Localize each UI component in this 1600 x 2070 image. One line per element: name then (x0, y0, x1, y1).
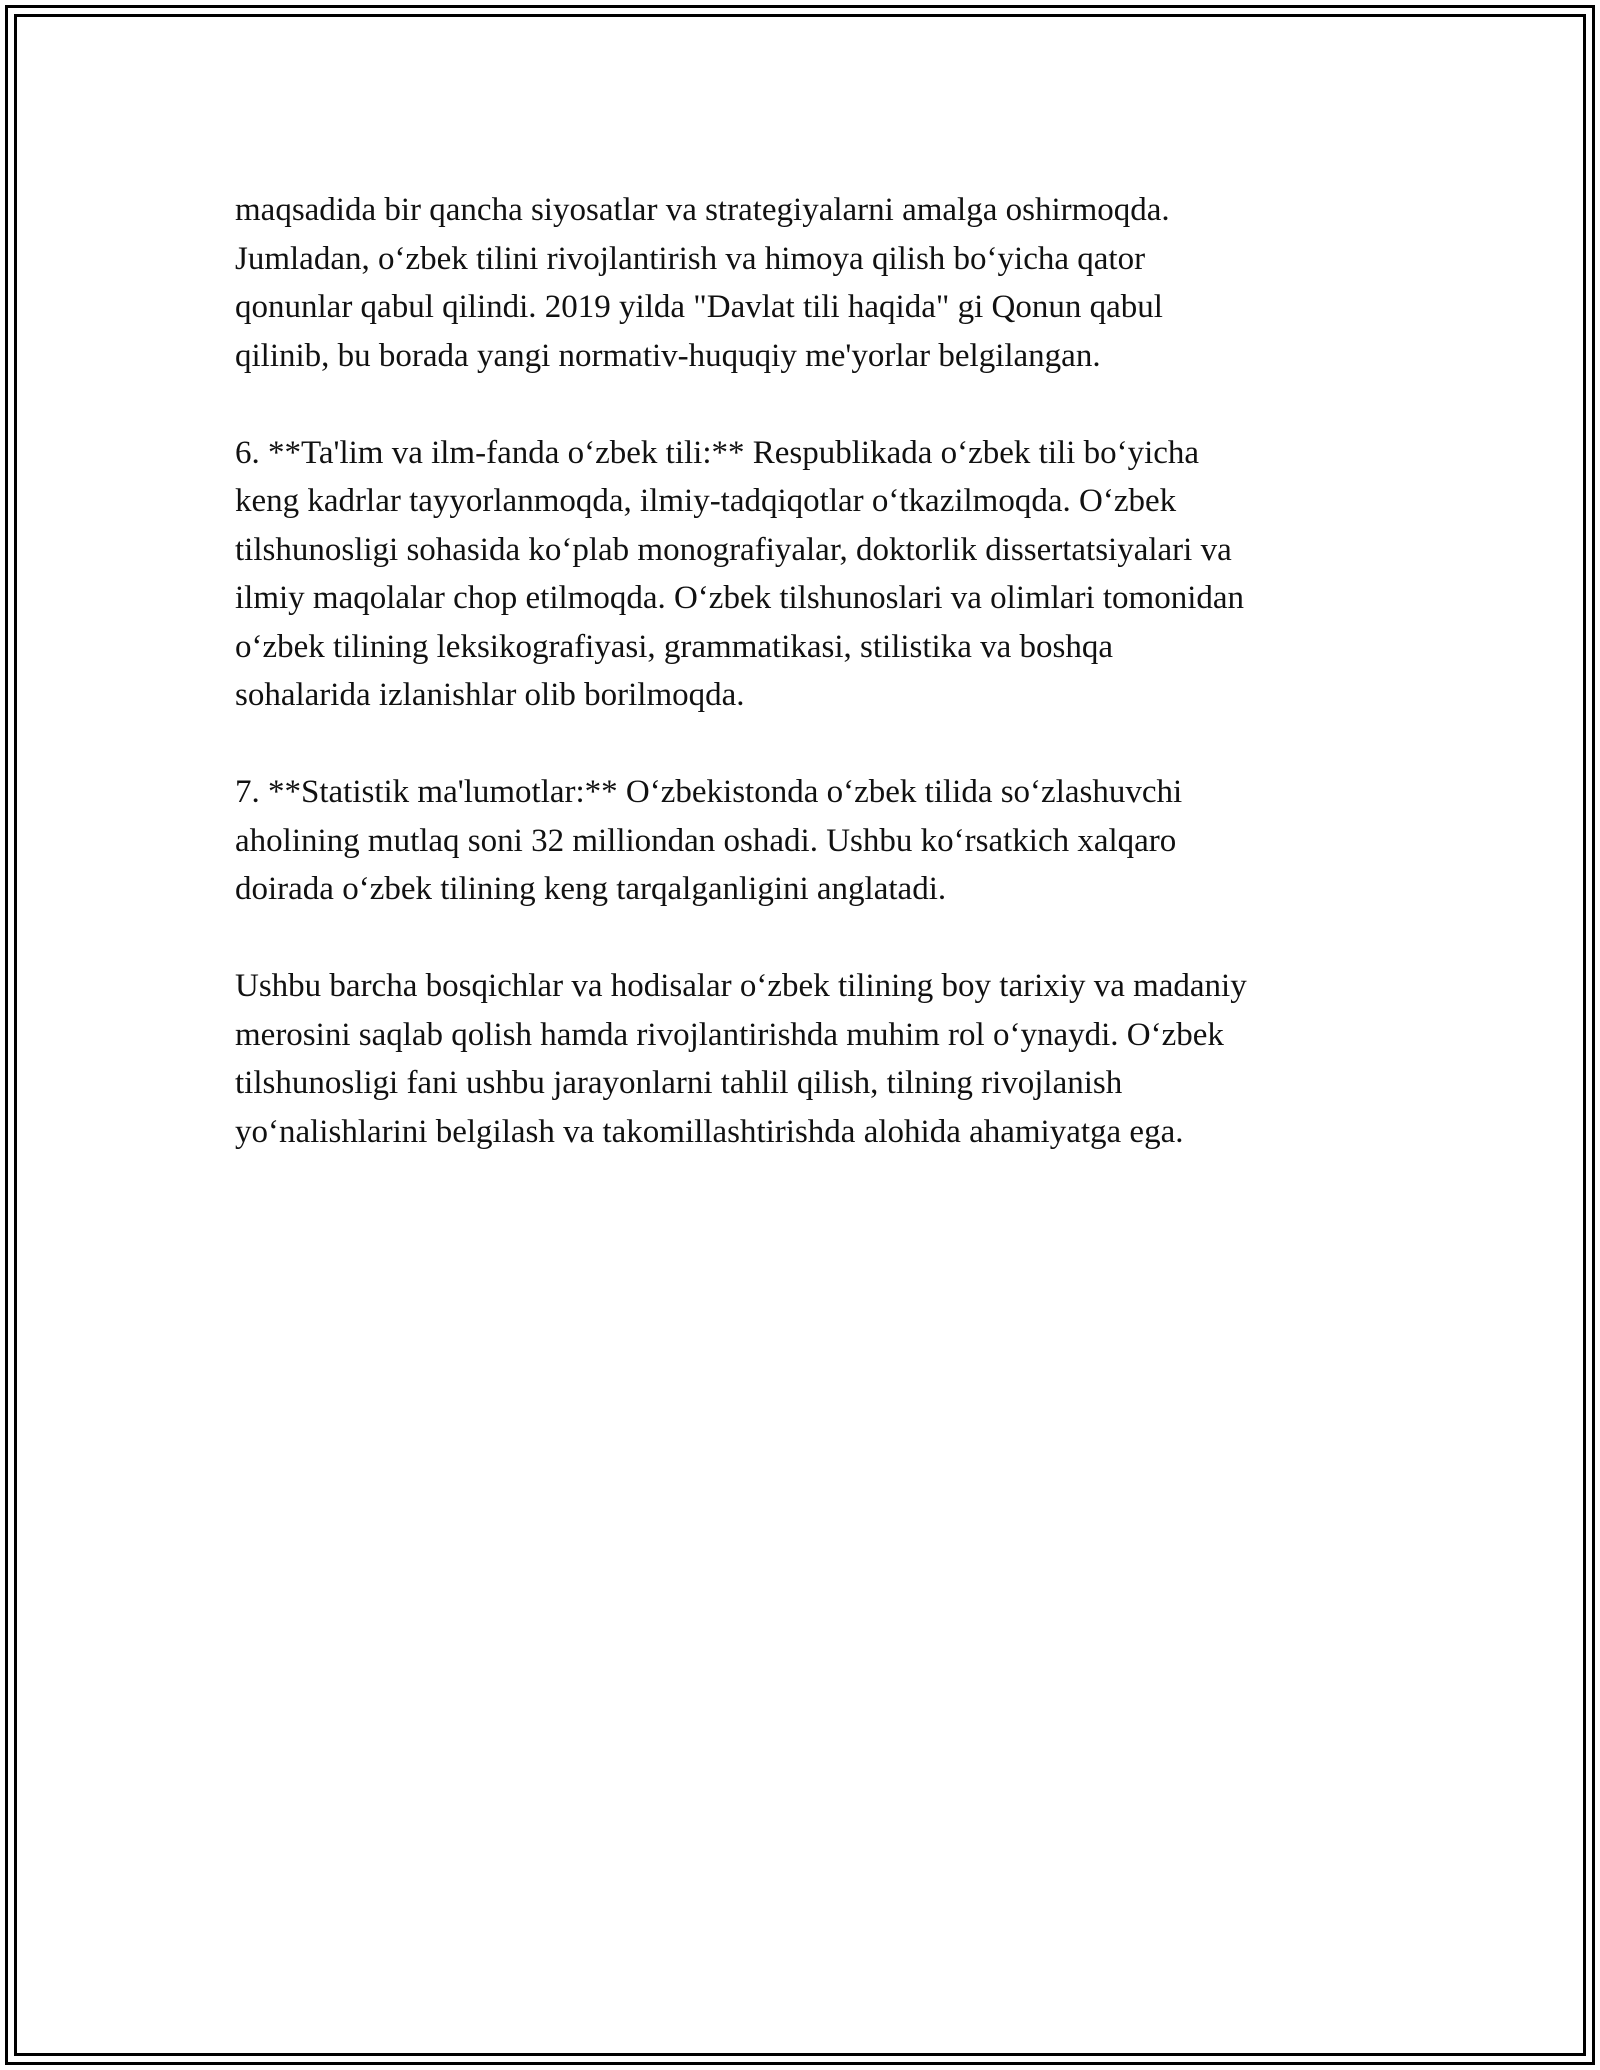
paragraph-conclusion: Ushbu barcha bosqichlar va hodisalar o‘zbek tilining boy tarixiy va madaniy merosini saqlab qolish hamda rivojlantirishda muhim rol o‘ynaydi. O‘zbek tilshunosligi fani ushbu jarayonlarni tahlil qilish, tilning rivojlanish yo‘nalishlarini belgilash va takomillashtirishda alohida ahamiyatga ega. (235, 968, 1247, 1150)
paragraph-education-science: 6. **Ta'lim va ilm-fanda o‘zbek tili:** Respublikada o‘zbek tili bo‘yicha keng kadrlar tayyorlanmoqda, ilmiy-tadqiqotlar o‘tkazilmoqda. O‘zbek tilshunosligi sohasida ko‘plab monografiyalar, doktorlik dissertatsiyalari va ilmiy maqolalar chop etilmoqda. O‘zbek tilshunoslari va olimlari tomonidan o‘zbek tilining leksikografiyasi, grammatikasi, stilistika va boshqa sohalarida izlanishlar olib borilmoqda. (235, 434, 1245, 713)
document-body (235, 186, 1375, 1205)
paragraph-statistics: 7. **Statistik ma'lumotlar:** O‘zbekistonda o‘zbek tilida so‘zlashuvchi aholining mutlaq soni 32 milliondan oshadi. Ushbu ko‘rsatkich xalqaro doirada o‘zbek tilining keng tarqalganligini anglatadi. (235, 774, 1183, 907)
paragraph-language-policy: maqsadida bir qancha siyosatlar va strategiyalarni amalga oshirmoqda. Jumladan, o‘zbek tilini rivojlantirish va himoya qilish bo‘yicha qator qonunlar qabul qilindi. 2019 yilda "Davlat tili haqida" gi Qonun qabul qilinib, bu borada yangi normativ-huquqiy me'yorlar belgilangan. (235, 192, 1170, 374)
